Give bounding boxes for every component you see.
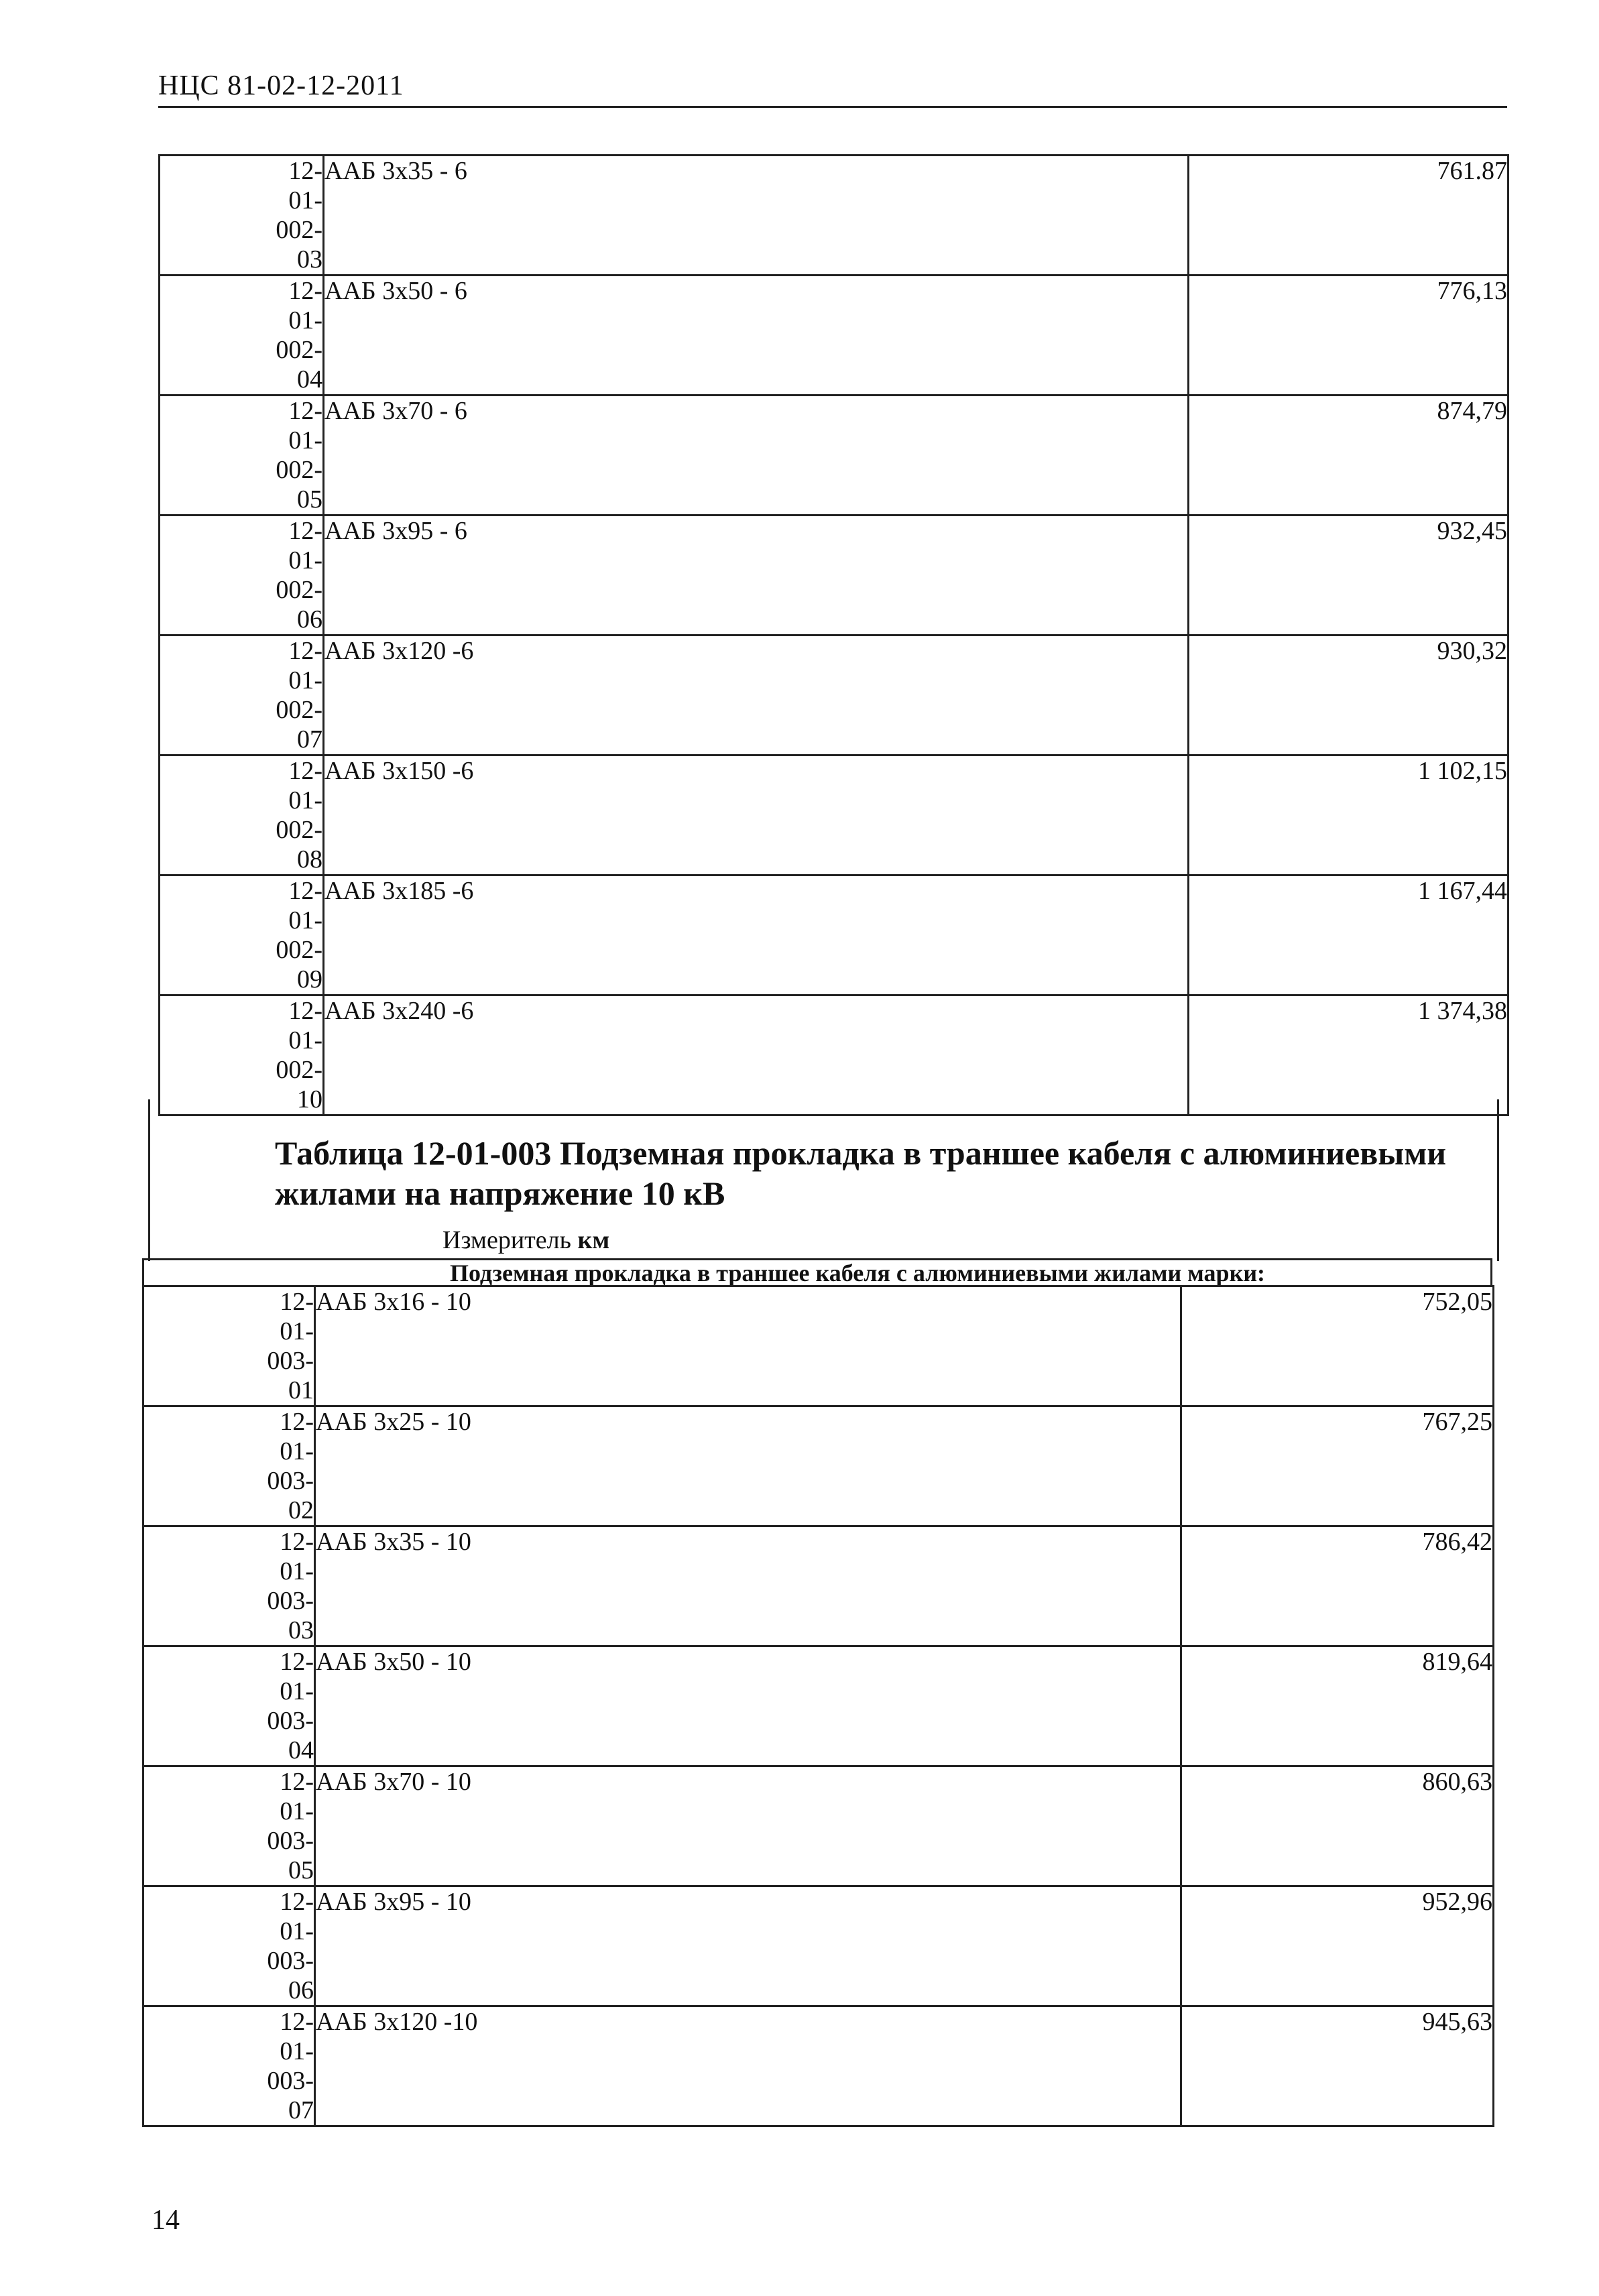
- row-code-part: 002-: [276, 216, 322, 244]
- row-code-part: 12-: [280, 1888, 314, 1916]
- table-row: [160, 636, 1508, 756]
- row-code-part: 002-: [276, 816, 322, 844]
- page-number: 14: [152, 2205, 180, 2236]
- row-code: [143, 1886, 315, 2006]
- table-row: [143, 2006, 1494, 2126]
- row-code: [160, 875, 324, 995]
- row-code: [143, 1766, 315, 1886]
- row-code-part: 12-: [280, 1288, 314, 1316]
- table-row: [143, 1646, 1494, 1766]
- row-code-part: 12-: [280, 1768, 314, 1796]
- table-12-01-003-header: [148, 1099, 1499, 1261]
- row-code: [160, 756, 324, 875]
- table-row: [160, 756, 1508, 875]
- row-cable-name: ААБ 3х35 - 6: [324, 156, 1189, 276]
- table-title: Таблица 12-01-003 Подземная прокладка в траншее кабеля с алюминиевыми жилами на напряжение 10 кВ: [275, 1134, 1447, 1212]
- row-code-part: 06: [297, 605, 322, 633]
- header-rule: [158, 106, 1507, 108]
- row-cable-name: ААБ 3х120 -10: [315, 2006, 1181, 2126]
- row-cable-name: ААБ 3х35 - 10: [315, 1526, 1181, 1646]
- row-code-part: 12-: [288, 877, 322, 905]
- row-code-part: 07: [297, 725, 322, 753]
- row-code-part: 01-: [288, 546, 322, 575]
- price-table-12-01-002: [158, 154, 1509, 1116]
- row-code-part: 002-: [276, 1056, 322, 1084]
- row-code-part: 12-: [288, 517, 322, 545]
- row-code-part: 003-: [267, 1467, 314, 1495]
- table-row: [143, 1886, 1494, 2006]
- row-code: [160, 636, 324, 756]
- row-code-part: 01-: [288, 906, 322, 934]
- row-code-part: 03: [297, 245, 322, 274]
- row-price: 752,05: [1181, 1286, 1494, 1406]
- row-cable-name: ААБ 3х50 - 6: [324, 276, 1189, 396]
- row-price: 1 167,44: [1189, 875, 1508, 995]
- row-code-part: 003-: [267, 1707, 314, 1735]
- row-code-part: 01-: [280, 1917, 314, 1945]
- table-row: [143, 1526, 1494, 1646]
- row-cable-name: ААБ 3х185 -6: [324, 875, 1189, 995]
- row-code-part: 01-: [288, 306, 322, 335]
- row-code-part: 02: [288, 1496, 314, 1524]
- row-code-part: 01: [288, 1376, 314, 1404]
- row-price: 786,42: [1181, 1526, 1494, 1646]
- row-code-part: 003-: [267, 1947, 314, 1975]
- row-code-part: 12-: [280, 1408, 314, 1436]
- row-cable-name: ААБ 3х95 - 6: [324, 516, 1189, 636]
- row-code-part: 003-: [267, 1347, 314, 1375]
- table-row: [160, 875, 1508, 995]
- row-cable-name: ААБ 3х120 -6: [324, 636, 1189, 756]
- row-cable-name: ААБ 3х50 - 10: [315, 1646, 1181, 1766]
- row-price: 952,96: [1181, 1886, 1494, 2006]
- row-code-part: 01-: [280, 1677, 314, 1705]
- row-code-part: 002-: [276, 576, 322, 604]
- row-code: [143, 1646, 315, 1766]
- row-code-part: 07: [288, 2096, 314, 2124]
- row-cable-name: ААБ 3х70 - 10: [315, 1766, 1181, 1886]
- row-code-part: 01-: [280, 1797, 314, 1825]
- row-code: [143, 1406, 315, 1526]
- row-code: [160, 516, 324, 636]
- row-code: [160, 156, 324, 276]
- row-price: 776,13: [1189, 276, 1508, 396]
- row-code-part: 01-: [280, 1437, 314, 1465]
- row-code-part: 03: [288, 1616, 314, 1644]
- row-code-part: 10: [297, 1085, 322, 1113]
- price-table-12-01-003: [142, 1285, 1494, 2127]
- row-cable-name: ААБ 3х25 - 10: [315, 1406, 1181, 1526]
- document-code: НЦС 81-02-12-2011: [158, 70, 404, 101]
- row-code: [160, 995, 324, 1115]
- row-price: 874,79: [1189, 396, 1508, 516]
- row-code-part: 12-: [280, 2008, 314, 2036]
- row-price: 819,64: [1181, 1646, 1494, 1766]
- row-code-part: 12-: [288, 637, 322, 665]
- row-code-part: 003-: [267, 1827, 314, 1855]
- row-code-part: 01-: [288, 786, 322, 814]
- row-price: 932,45: [1189, 516, 1508, 636]
- measure-row: [442, 1225, 609, 1255]
- row-code-part: 05: [297, 485, 322, 513]
- row-code-part: 01-: [280, 1317, 314, 1345]
- table-row: [160, 396, 1508, 516]
- row-code-part: 12-: [288, 277, 322, 305]
- row-code-part: 12-: [288, 757, 322, 785]
- row-code-part: 002-: [276, 696, 322, 724]
- table-row: [160, 516, 1508, 636]
- row-code-part: 003-: [267, 1587, 314, 1615]
- row-code: [143, 2006, 315, 2126]
- row-cable-name: ААБ 3х70 - 6: [324, 396, 1189, 516]
- row-code-part: 04: [288, 1736, 314, 1764]
- row-price: 930,32: [1189, 636, 1508, 756]
- row-code: [160, 276, 324, 396]
- row-code-part: 12-: [280, 1648, 314, 1676]
- table-subheader: Подземная прокладка в траншее кабеля с алюминиевыми жилами марки:: [142, 1258, 1492, 1285]
- row-code-part: 01-: [288, 186, 322, 215]
- measure-unit: км: [577, 1226, 610, 1254]
- row-code-part: 01-: [288, 1026, 322, 1054]
- row-price: 767,25: [1181, 1406, 1494, 1526]
- row-code-part: 01-: [288, 666, 322, 694]
- row-code-part: 002-: [276, 336, 322, 364]
- row-code-part: 01-: [280, 1557, 314, 1585]
- row-price: 860,63: [1181, 1766, 1494, 1886]
- row-code-part: 12-: [280, 1528, 314, 1556]
- row-code-part: 01-: [280, 2037, 314, 2065]
- row-cable-name: ААБ 3х240 -6: [324, 995, 1189, 1115]
- row-code: [143, 1286, 315, 1406]
- row-code-part: 002-: [276, 456, 322, 484]
- row-code-part: 09: [297, 965, 322, 993]
- row-code-part: 002-: [276, 936, 322, 964]
- row-code-part: 01-: [288, 426, 322, 455]
- row-price: 945,63: [1181, 2006, 1494, 2126]
- table-row: [160, 156, 1508, 276]
- row-code-part: 04: [297, 365, 322, 394]
- table-row: [143, 1406, 1494, 1526]
- row-price: 761.87: [1189, 156, 1508, 276]
- table-row: [160, 995, 1508, 1115]
- row-code-part: 12-: [288, 997, 322, 1025]
- table-row: [160, 276, 1508, 396]
- row-code: [160, 396, 324, 516]
- row-cable-name: ААБ 3х95 - 10: [315, 1886, 1181, 2006]
- row-code-part: 12-: [288, 157, 322, 185]
- row-code-part: 08: [297, 845, 322, 873]
- table-row: [143, 1766, 1494, 1886]
- row-code-part: 12-: [288, 397, 322, 425]
- row-code-part: 05: [288, 1856, 314, 1884]
- row-price: 1 102,15: [1189, 756, 1508, 875]
- row-code-part: 003-: [267, 2067, 314, 2095]
- row-cable-name: ААБ 3х16 - 10: [315, 1286, 1181, 1406]
- row-code-part: 06: [288, 1976, 314, 2004]
- table-row: [143, 1286, 1494, 1406]
- row-price: 1 374,38: [1189, 995, 1508, 1115]
- row-code: [143, 1526, 315, 1646]
- measure-label: Измеритель: [442, 1226, 571, 1254]
- row-cable-name: ААБ 3х150 -6: [324, 756, 1189, 875]
